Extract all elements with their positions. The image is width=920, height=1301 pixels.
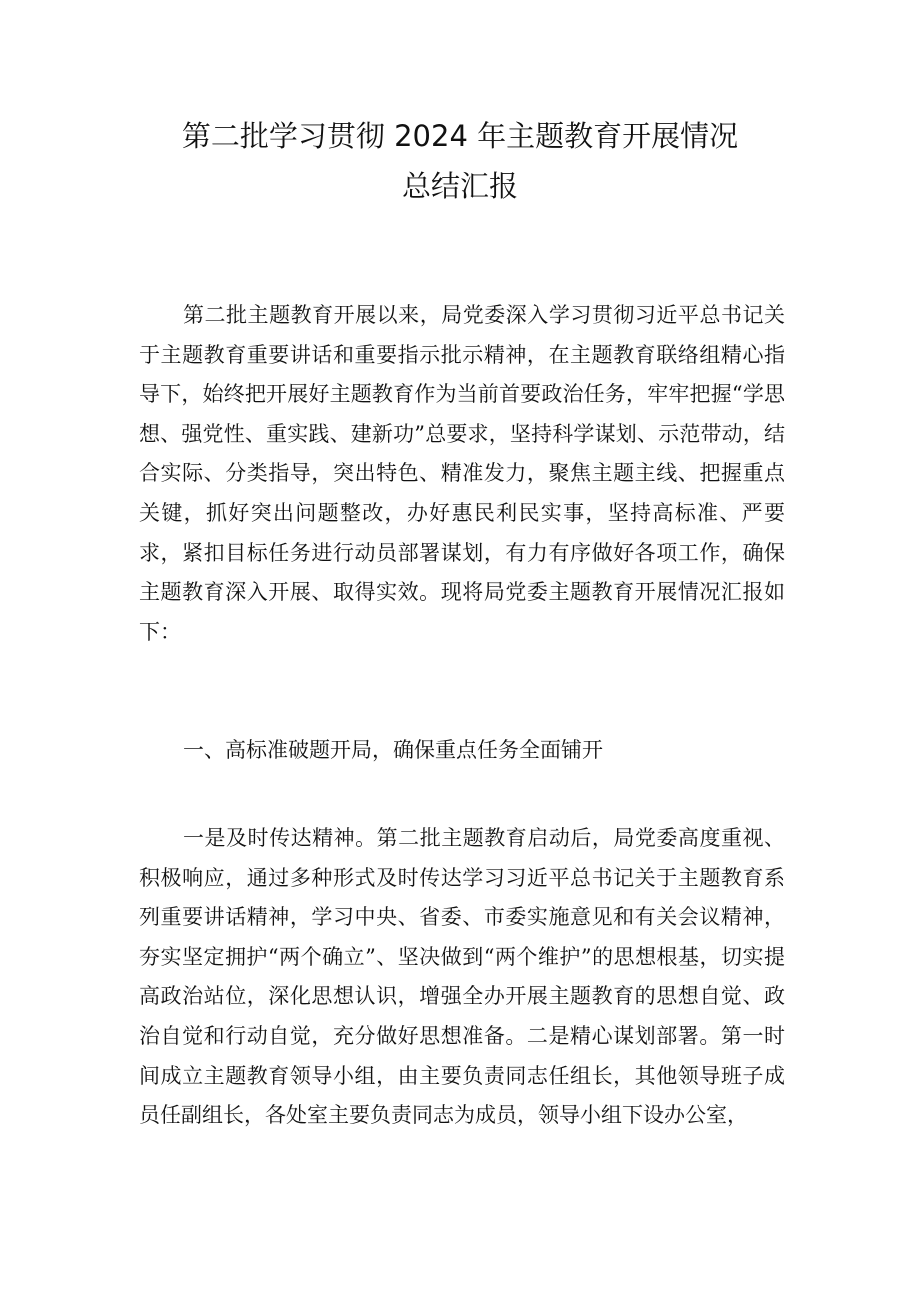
document-title-line-1: 第二批学习贯彻 2024 年主题教育开展情况 <box>181 119 739 153</box>
section-1-paragraph: 一是及时传达精神。第二批主题教育启动后，局党委高度重视、积极响应，通过多种形式及时传达学习习近平总书记关于主题教育系列重要讲话精神，学习中央、省委、市委实施意见和有关会议精神，夯实坚定拥护“两个确立”、坚决做到“两个维护”的思想根基，切实提高政治站位，深化思想认识，增强全办开展主题教育的思想自觉、政治自觉和行动自觉，充分做好思想准备。二是精心谋划部署。第一时间成立主题教育领导小组，由主要负责同志任组长，其他领导班子成员任副组长，各处室主要负责同志为成员，领导小组下设办公室， <box>139 826 785 1128</box>
section-heading-1: 一、高标准破题开局，确保重点任务全面铺开 <box>183 738 603 762</box>
intro-paragraph: 第二批主题教育开展以来，局党委深入学习贯彻习近平总书记关于主题教育重要讲话和重要指示批示精神，在主题教育联络组精心指导下，始终把开展好主题教育作为当前首要政治任务，牢牢把握“学思想、强党性、重实践、建新功”总要求，坚持科学谋划、示范带动，结合实际、分类指导，突出特色、精准发力，聚焦主题主线、把握重点关键，抓好突出问题整改，办好惠民利民实事，坚持高标准、严要求，紧扣目标任务进行动员部署谋划，有力有序做好各项工作，确保主题教育深入开展、取得实效。现将局党委主题教育开展情况汇报如下： <box>139 303 785 644</box>
document-title-line-2: 总结汇报 <box>401 169 518 203</box>
